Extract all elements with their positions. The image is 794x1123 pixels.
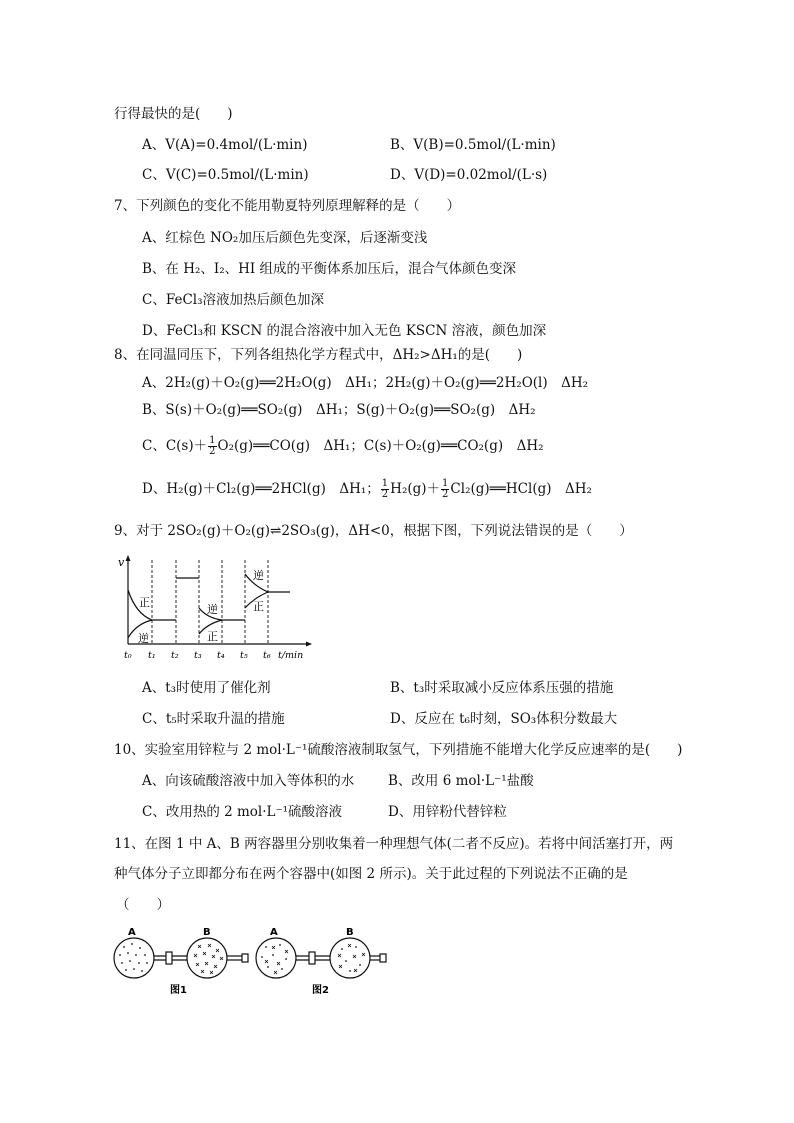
q9-option-a: A、t₃时使用了催化剂	[142, 680, 271, 696]
q8-d-post: Cl₂(g)══HCl(g) ΔH₂	[450, 481, 592, 497]
fraction-half: $\frac{1}{2}$	[209, 435, 216, 457]
fig1-caption: 图1	[170, 985, 187, 996]
fig1-dots-a	[119, 943, 148, 972]
q6-option-b: B、V(B)=0.5mol/(L·min)	[390, 137, 556, 153]
q6-option-d: D、V(D)=0.02mol/(L·s)	[390, 167, 548, 183]
q8-option-d	[142, 479, 592, 500]
fig1-stopcock	[166, 952, 172, 964]
rate-time-graph	[112, 552, 317, 664]
fig2-stopcock	[309, 952, 315, 964]
fig1-label-a: A	[128, 927, 136, 938]
q9-stem: 9、对于 2SO₂(g)＋O₂(g)⇌2SO₃(g)，ΔH<0，根据下图，下列说法错误的是（ ）	[114, 523, 633, 539]
fig1-end-valve	[242, 954, 248, 962]
fig2-label-b: B	[346, 927, 354, 938]
fig1-label-b: B	[203, 927, 211, 938]
q7-option-b: B、在 H₂、I₂、HI 组成的平衡体系加压后，混合气体颜色变深	[142, 261, 517, 277]
fig2-caption: 图2	[312, 985, 329, 996]
q11-stem-line3: （ ）	[116, 897, 170, 913]
fig2-end-valve	[380, 954, 386, 962]
y-axis-arrow	[126, 555, 131, 561]
label-forward-0: 正	[139, 596, 150, 609]
label-reverse-5: 逆	[253, 569, 264, 582]
gas-container-figures	[110, 925, 390, 997]
tick-t3: t₃	[194, 650, 202, 661]
q8-stem: 8、在同温同压下，下列各组热化学方程式中，ΔH₂>ΔH₁的是( )	[114, 347, 523, 363]
q9-option-b: B、t₃时采取减小反应体系压强的措施	[390, 680, 614, 696]
tick-t2: t₂	[171, 650, 179, 661]
q11-stem-line1: 11、在图 1 中 A、B 两容器里分别收集着一种理想气体(二者不反应)。若将中间活塞打开，两	[114, 836, 674, 852]
q7-option-d: D、FeCl₃和 KSCN 的混合溶液中加入无色 KSCN 溶液，颜色加深	[142, 323, 547, 339]
q10-option-b: B、改用 6 mol·L⁻¹盐酸	[388, 773, 534, 789]
label-reverse-3: 逆	[207, 603, 218, 616]
fraction-half: $\frac{1}{2}$	[381, 478, 389, 500]
q10-option-a: A、向该硫酸溶液中加入等体积的水	[142, 773, 355, 789]
tick-t0: t₀	[124, 650, 132, 661]
fig1-crosses-b	[194, 944, 223, 974]
tick-t6: t₆	[263, 650, 271, 661]
label-reverse-0: 逆	[138, 632, 149, 645]
q7-option-a: A、红棕色 NO₂加压后颜色先变深，后逐渐变浅	[142, 230, 428, 246]
q8-d-pre: D、H₂(g)＋Cl₂(g)══2HCl(g) ΔH₁；	[142, 481, 380, 497]
q8-d-mid: H₂(g)＋	[390, 481, 441, 497]
tick-t1: t₁	[148, 650, 156, 661]
tick-t5: t₅	[240, 650, 248, 661]
q9-option-c: C、t₅时采取升温的措施	[142, 711, 285, 727]
q10-option-d: D、用锌粉代替锌粒	[388, 804, 507, 820]
q11-stem-line2: 种气体分子立即都分布在两个容器中(如图 2 所示)。关于此过程的下列说法不正确的是	[114, 866, 628, 882]
q10-stem: 10、实验室用锌粒与 2 mol·L⁻¹硫酸溶液制取氢气，下列措施不能增大化学反应速率的是( )	[114, 742, 683, 758]
q10-option-c: C、改用热的 2 mol·L⁻¹硫酸溶液	[142, 804, 343, 820]
fig2-label-a: A	[270, 927, 278, 938]
q8-c-pre: C、C(s)＋	[142, 438, 208, 454]
y-axis-label: v	[118, 556, 125, 569]
x-axis-label: t/min	[278, 650, 304, 661]
q6-option-c: C、V(C)=0.5mol/(L·min)	[142, 167, 309, 183]
q8-option-c	[142, 436, 544, 457]
q9-option-d: D、反应在 t₆时刻，SO₃体积分数最大	[390, 711, 618, 727]
q8-option-a: A、2H₂(g)＋O₂(g)══2H₂O(g) ΔH₁；2H₂(g)＋O₂(g)══2H₂O(l) ΔH₂	[142, 375, 589, 391]
fig1-container-a	[114, 938, 154, 978]
x-axis-arrow	[306, 642, 312, 647]
q8-c-post: O₂(g)══CO(g) ΔH₁；C(s)＋O₂(g)══CO₂(g) ΔH₂	[217, 438, 544, 454]
q7-stem: 7、下列颜色的变化不能用勒夏特列原理解释的是（ ）	[114, 198, 461, 214]
q6-option-a: A、V(A)=0.4mol/(L·min)	[142, 137, 308, 153]
tick-t4: t₄	[217, 650, 225, 661]
fraction-half: $\frac{1}{2}$	[442, 478, 449, 500]
fig2-container-b	[330, 938, 370, 978]
q8-option-b: B、S(s)＋O₂(g)══SO₂(g) ΔH₁；S(g)＋O₂(g)══SO₂(g) ΔH₂	[142, 402, 536, 418]
label-forward-5: 正	[253, 600, 264, 613]
label-forward-3: 正	[207, 630, 218, 643]
q6-stem-tail: 行得最快的是( )	[114, 106, 233, 122]
q7-option-c: C、FeCl₃溶液加热后颜色加深	[142, 292, 325, 308]
